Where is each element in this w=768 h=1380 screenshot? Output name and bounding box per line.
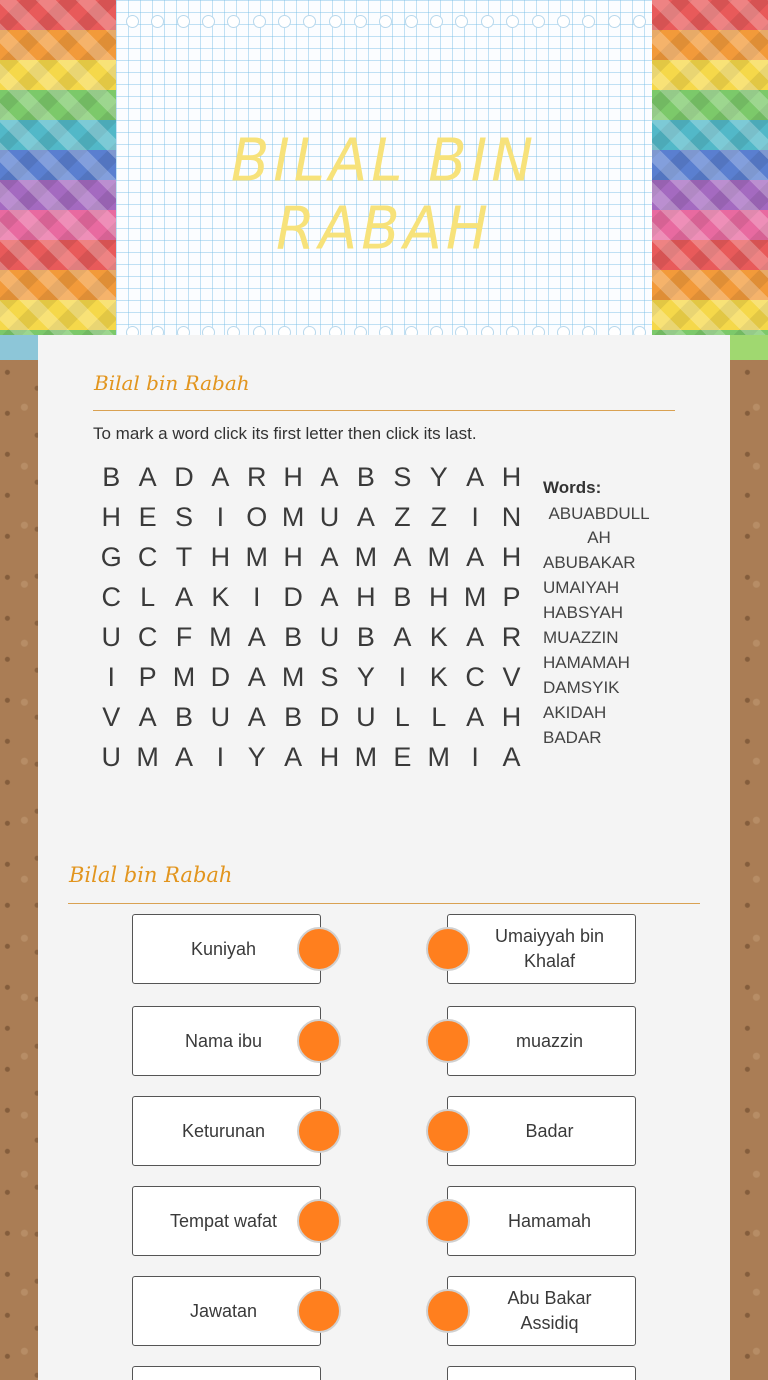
binder-hole (405, 15, 418, 28)
wordsearch-letter[interactable]: Z (394, 502, 411, 532)
wordsearch-letter[interactable]: E (393, 742, 412, 772)
wordsearch-letter[interactable]: A (174, 742, 193, 772)
match-right-item: muazzin (447, 1006, 636, 1076)
binder-hole (481, 15, 494, 28)
binder-hole (455, 15, 468, 28)
header-banner (0, 0, 768, 360)
wordsearch-letter[interactable]: H (501, 542, 522, 572)
wordsearch-letter[interactable]: B (284, 622, 303, 652)
wordsearch-letter[interactable]: I (253, 582, 261, 612)
wordsearch-letter[interactable]: K (429, 622, 448, 652)
binder-hole (151, 15, 164, 28)
wordsearch-letter[interactable]: A (138, 702, 157, 732)
match-right-item (447, 1366, 636, 1380)
wordsearch-letter[interactable]: L (140, 582, 156, 612)
wordsearch-letter[interactable]: R (501, 622, 522, 652)
wordsearch-letter[interactable]: R (247, 462, 267, 492)
wordsearch-letter[interactable]: M (281, 502, 305, 532)
wordsearch-letter[interactable]: L (394, 702, 410, 732)
wordsearch-letter[interactable]: I (216, 742, 225, 772)
wordsearch-letter[interactable]: A (320, 542, 339, 572)
wordsearch-letter[interactable]: V (502, 662, 521, 692)
wordsearch-letter[interactable]: H (210, 542, 231, 572)
wordsearch-letter[interactable]: U (319, 622, 340, 652)
match-right-connector[interactable] (426, 1199, 470, 1243)
match-left-connector[interactable] (297, 1199, 341, 1243)
binder-hole (354, 15, 367, 28)
wordsearch-letter[interactable]: A (320, 462, 339, 492)
wordsearch-letter[interactable]: M (172, 662, 196, 692)
wordsearch-letter[interactable]: M (354, 542, 378, 572)
wordsearch-letter[interactable]: A (466, 622, 485, 652)
wordsearch-letter[interactable]: O (246, 502, 268, 532)
match-right-item: Hamamah (447, 1186, 636, 1256)
match-left-connector[interactable] (297, 927, 341, 971)
wordsearch-letter[interactable]: M (209, 622, 232, 652)
wordsearch-letter[interactable]: I (398, 662, 407, 692)
wordsearch-letter[interactable]: A (320, 582, 339, 612)
wordsearch-letter[interactable]: T (175, 542, 193, 572)
match-right-connector[interactable] (426, 1109, 470, 1153)
wordsearch-letter[interactable]: D (319, 702, 340, 732)
binder-hole (506, 15, 519, 28)
wordsearch-letter[interactable]: E (138, 502, 157, 532)
word-list-item: HABSYAH (543, 603, 623, 622)
wordsearch-letter[interactable]: S (320, 662, 339, 692)
binder-hole (532, 15, 545, 28)
wordsearch-letter[interactable]: S (393, 462, 412, 492)
wordsearch-letter[interactable]: Z (430, 502, 447, 532)
wordsearch-letter[interactable]: M (281, 662, 305, 692)
match-left-connector[interactable] (297, 1109, 341, 1153)
word-list-item: AKIDAH (543, 703, 607, 722)
word-list-heading: Words: (543, 478, 602, 497)
wordsearch-letter[interactable]: H (428, 582, 449, 612)
wordsearch-divider (93, 410, 675, 411)
chevron-strip-left (0, 335, 38, 360)
binder-hole (177, 15, 190, 28)
wordsearch-letter[interactable]: D (210, 662, 231, 692)
chevron-pattern-left (0, 0, 116, 360)
matching-title: Bilal bin Rabah (69, 863, 233, 887)
wordsearch-letter[interactable]: B (102, 462, 121, 492)
wordsearch-letter[interactable]: H (501, 462, 522, 492)
wordsearch-letter[interactable]: B (393, 582, 412, 612)
match-left-item: Kuniyah (132, 914, 321, 984)
wordsearch-letter[interactable]: H (283, 462, 303, 492)
wordsearch-letter[interactable]: C (137, 622, 158, 652)
binder-hole (608, 15, 621, 28)
word-list-item: UMAIYAH (543, 578, 620, 597)
wordsearch-letter[interactable]: M (136, 742, 159, 772)
binder-hole (582, 15, 595, 28)
wordsearch-letter[interactable]: A (393, 622, 412, 652)
binder-hole (278, 15, 291, 28)
wordsearch-letter[interactable]: D (283, 582, 303, 612)
match-right-connector[interactable] (426, 1289, 470, 1333)
wordsearch-letter[interactable]: F (175, 622, 193, 652)
word-list-item: ABUABDULLAH (548, 504, 650, 547)
match-right-connector[interactable] (426, 1019, 470, 1063)
wordsearch-letter[interactable]: A (502, 742, 521, 772)
wordsearch-letter[interactable]: A (247, 662, 266, 692)
wordsearch-letter[interactable]: C (465, 662, 485, 692)
wordsearch-letter[interactable]: G (100, 542, 122, 572)
wordsearch-letter[interactable]: U (210, 702, 231, 732)
wordsearch-letter[interactable]: A (247, 622, 266, 652)
match-left-item: Tempat wafat (132, 1186, 321, 1256)
wordsearch-letter[interactable]: A (138, 462, 157, 492)
chevron-pattern-right (652, 0, 768, 360)
wordsearch-letter[interactable]: K (429, 662, 448, 692)
word-list-item: BADAR (543, 728, 602, 747)
binder-hole (253, 15, 266, 28)
wordsearch-letter[interactable]: N (501, 502, 522, 532)
match-left-item: Jawatan (132, 1276, 321, 1346)
wordsearch-letter[interactable]: U (319, 502, 340, 532)
match-right-connector[interactable] (426, 927, 470, 971)
binder-hole (227, 15, 240, 28)
wordsearch-letter[interactable]: U (101, 622, 121, 652)
wordsearch-letter[interactable]: A (284, 742, 303, 772)
match-right-item: Badar (447, 1096, 636, 1166)
wordsearch-letter[interactable]: Y (356, 662, 375, 692)
binder-holes-top (126, 15, 646, 29)
binder-hole (633, 15, 646, 28)
wordsearch-letter[interactable]: A (466, 462, 485, 492)
wordsearch-title: Bilal bin Rabah (94, 371, 250, 395)
wordsearch-letter[interactable]: D (174, 462, 194, 492)
wordsearch-letter[interactable]: C (137, 542, 158, 572)
chevron-strip-right (730, 335, 768, 360)
wordsearch-letter[interactable]: K (211, 582, 230, 612)
binder-hole (329, 15, 342, 28)
match-right-item: Abu Bakar Assidiq (447, 1276, 636, 1346)
matching-divider (68, 903, 700, 904)
wordsearch-letter[interactable]: B (284, 702, 303, 732)
word-list-item: MUAZZIN (543, 628, 619, 647)
binder-hole (202, 15, 215, 28)
wordsearch-letter[interactable]: B (174, 702, 193, 732)
wordsearch-letter[interactable]: I (107, 662, 115, 692)
banner-title: BILAL BIN RABAH (230, 126, 538, 264)
wordsearch-letter[interactable]: M (245, 542, 268, 572)
wordsearch-letter[interactable]: I (216, 502, 225, 532)
wordsearch-letter[interactable]: A (393, 542, 412, 572)
wordsearch-letter[interactable]: A (466, 542, 485, 572)
word-list-item: HAMAMAH (543, 653, 630, 672)
wordsearch-letter[interactable]: L (431, 702, 447, 732)
wordsearch-letter[interactable]: Y (247, 742, 266, 772)
wordsearch-letter[interactable]: H (283, 542, 303, 572)
match-left-connector[interactable] (297, 1019, 341, 1063)
wordsearch-letter[interactable]: A (356, 502, 375, 532)
worksheet-panel (38, 335, 730, 1380)
binder-hole (379, 15, 392, 28)
wordsearch-instruction: To mark a word click its first letter then click its last. (93, 424, 477, 443)
wordsearch-letter[interactable]: H (356, 582, 376, 612)
wordsearch-letter[interactable]: A (466, 702, 485, 732)
word-list-item: DAMSYIK (543, 678, 620, 697)
wordsearch-letter[interactable]: H (101, 502, 121, 532)
match-left-item: Keturunan (132, 1096, 321, 1166)
wordsearch-letter[interactable]: P (502, 582, 521, 612)
wordsearch-letter[interactable]: M (463, 582, 487, 612)
wordsearch-letter[interactable]: U (356, 702, 376, 732)
wordsearch-letter[interactable]: B (356, 622, 375, 652)
wordsearch-grid (93, 457, 530, 777)
wordsearch-letter[interactable]: S (174, 502, 193, 532)
wordsearch-letter[interactable]: M (427, 542, 450, 572)
wordsearch-letter[interactable]: M (354, 742, 378, 772)
wordsearch-letter[interactable]: I (471, 742, 479, 772)
word-list-item: ABUBAKAR (543, 553, 636, 572)
binder-hole (126, 15, 139, 28)
wordsearch-letter[interactable]: B (356, 462, 375, 492)
wordsearch-letter[interactable]: V (102, 702, 121, 732)
wordsearch-letter[interactable]: U (101, 742, 121, 772)
wordsearch-letter[interactable]: I (471, 502, 479, 532)
wordsearch-letter[interactable]: A (174, 582, 193, 612)
match-left-item: Nama ibu (132, 1006, 321, 1076)
binder-hole (430, 15, 443, 28)
wordsearch-letter[interactable]: M (427, 742, 450, 772)
wordsearch-letter[interactable]: Y (429, 462, 448, 492)
match-left-connector[interactable] (297, 1289, 341, 1333)
binder-hole (303, 15, 316, 28)
binder-hole (557, 15, 570, 28)
match-left-item (132, 1366, 321, 1380)
match-right-item: Umaiyyah bin Khalaf (447, 914, 636, 984)
wordsearch-letter[interactable]: A (211, 462, 230, 492)
wordsearch-letter[interactable]: C (101, 582, 121, 612)
word-list (543, 478, 663, 750)
wordsearch-letter[interactable]: A (247, 702, 266, 732)
wordsearch-letter[interactable]: H (319, 742, 340, 772)
wordsearch-letter[interactable]: H (501, 702, 522, 732)
wordsearch-letter[interactable]: P (138, 662, 157, 692)
